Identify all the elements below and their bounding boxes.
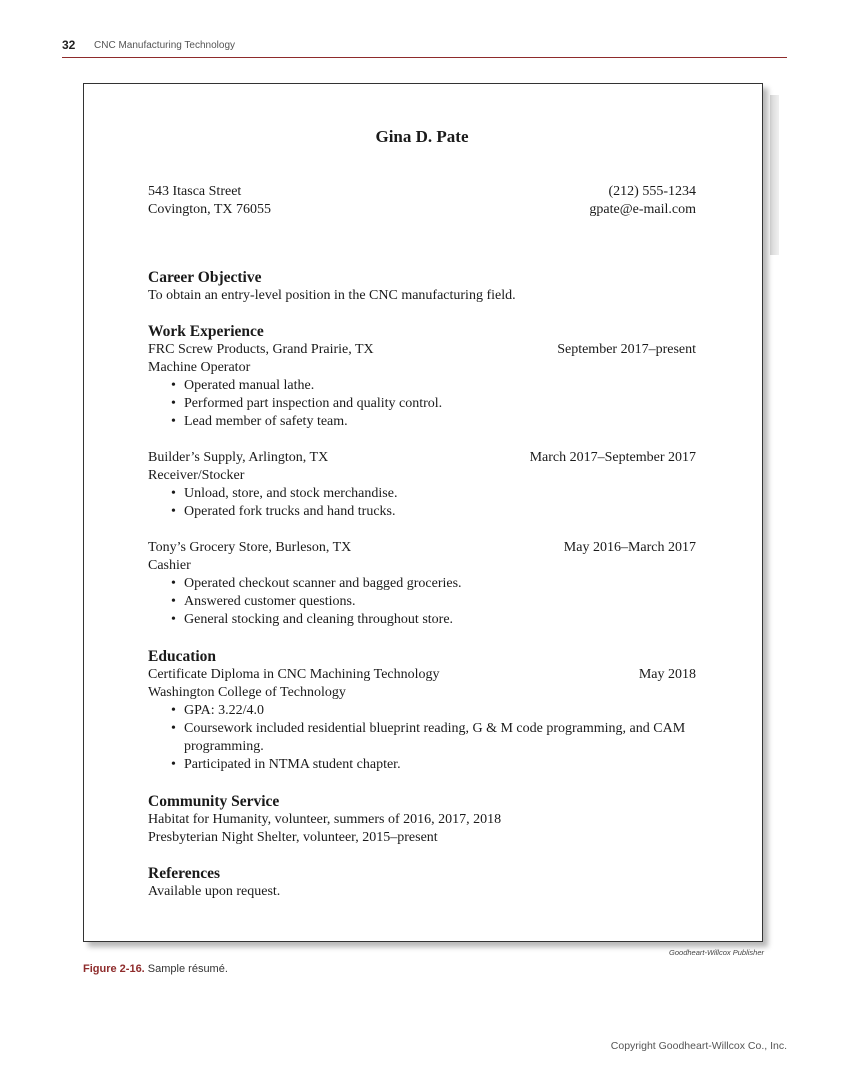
bullet-item: • Coursework included residential blueprint reading, G & M code programming, and CAM programming. (184, 720, 696, 756)
page-number: 32 (62, 38, 76, 52)
employer: Builder’s Supply, Arlington, TX (148, 450, 329, 465)
bullet-item: • Operated manual lathe. (184, 377, 696, 395)
employer: Tony’s Grocery Store, Burleson, TX (148, 540, 352, 555)
email-address: gpate@e-mail.com (589, 202, 696, 217)
bullet-item: • Performed part inspection and quality control. (184, 395, 696, 413)
copyright-notice: Copyright Goodheart-Willcox Co., Inc. (610, 1040, 787, 1052)
figure-caption (83, 963, 228, 975)
decorative-shadow (770, 95, 779, 255)
education-section (148, 647, 696, 774)
section-title: Career Objective (148, 269, 262, 286)
job-dates: March 2017–September 2017 (529, 450, 696, 465)
bullet-item: • Unload, store, and stock merchandise. (184, 485, 696, 503)
job-position: Receiver/Stocker (148, 468, 245, 483)
figure-label: Figure 2-16. (83, 963, 145, 975)
contact-block (148, 183, 696, 219)
header-rule (62, 57, 787, 58)
address-line-1: 543 Itasca Street (148, 184, 242, 199)
resume-figure (83, 83, 763, 942)
job-entry (148, 341, 696, 431)
bullet-item: • Lead member of safety team. (184, 413, 696, 431)
community-section (148, 792, 696, 847)
bullet-item: • General stocking and cleaning throughout store. (184, 611, 696, 629)
references-text: Available upon request. (148, 884, 281, 899)
job-dates: September 2017–present (557, 342, 696, 357)
references-section (148, 864, 696, 901)
objective-text: To obtain an entry-level position in the CNC manufacturing field. (148, 288, 516, 303)
community-line: Presbyterian Night Shelter, volunteer, 2015–present (148, 830, 438, 845)
section-title: References (148, 865, 221, 882)
job-position: Cashier (148, 558, 191, 573)
job-entry (148, 539, 696, 629)
school: Washington College of Technology (148, 685, 346, 700)
running-head: CNC Manufacturing Technology (94, 40, 236, 51)
resume-name: Gina D. Pate (375, 127, 469, 146)
bullet-item: • Operated fork trucks and hand trucks. (184, 503, 696, 521)
section-title: Work Experience (148, 323, 264, 340)
bullet-item: • Answered customer questions. (184, 593, 696, 611)
phone-number: (212) 555-1234 (608, 184, 696, 199)
job-entry (148, 449, 696, 521)
job-position: Machine Operator (148, 360, 251, 375)
image-credit: Goodheart-Willcox Publisher (669, 948, 764, 957)
section-title: Community Service (148, 793, 280, 810)
objective-section (148, 268, 696, 305)
employer: FRC Screw Products, Grand Prairie, TX (148, 342, 374, 357)
bullet-item: • GPA: 3.22/4.0 (184, 702, 696, 720)
bullet-item: • Participated in NTMA student chapter. (184, 756, 696, 774)
section-title: Education (148, 648, 217, 665)
address-line-2: Covington, TX 76055 (148, 202, 272, 217)
bullet-item: • Operated checkout scanner and bagged groceries. (184, 575, 696, 593)
page-header (62, 38, 787, 58)
degree-date: May 2018 (638, 667, 696, 682)
degree: Certificate Diploma in CNC Machining Technology (148, 667, 440, 682)
job-dates: May 2016–March 2017 (563, 540, 696, 555)
figure-caption-text: Sample résumé. (144, 963, 228, 975)
work-section (148, 322, 696, 629)
community-line: Habitat for Humanity, volunteer, summers of 2016, 2017, 2018 (148, 812, 502, 827)
